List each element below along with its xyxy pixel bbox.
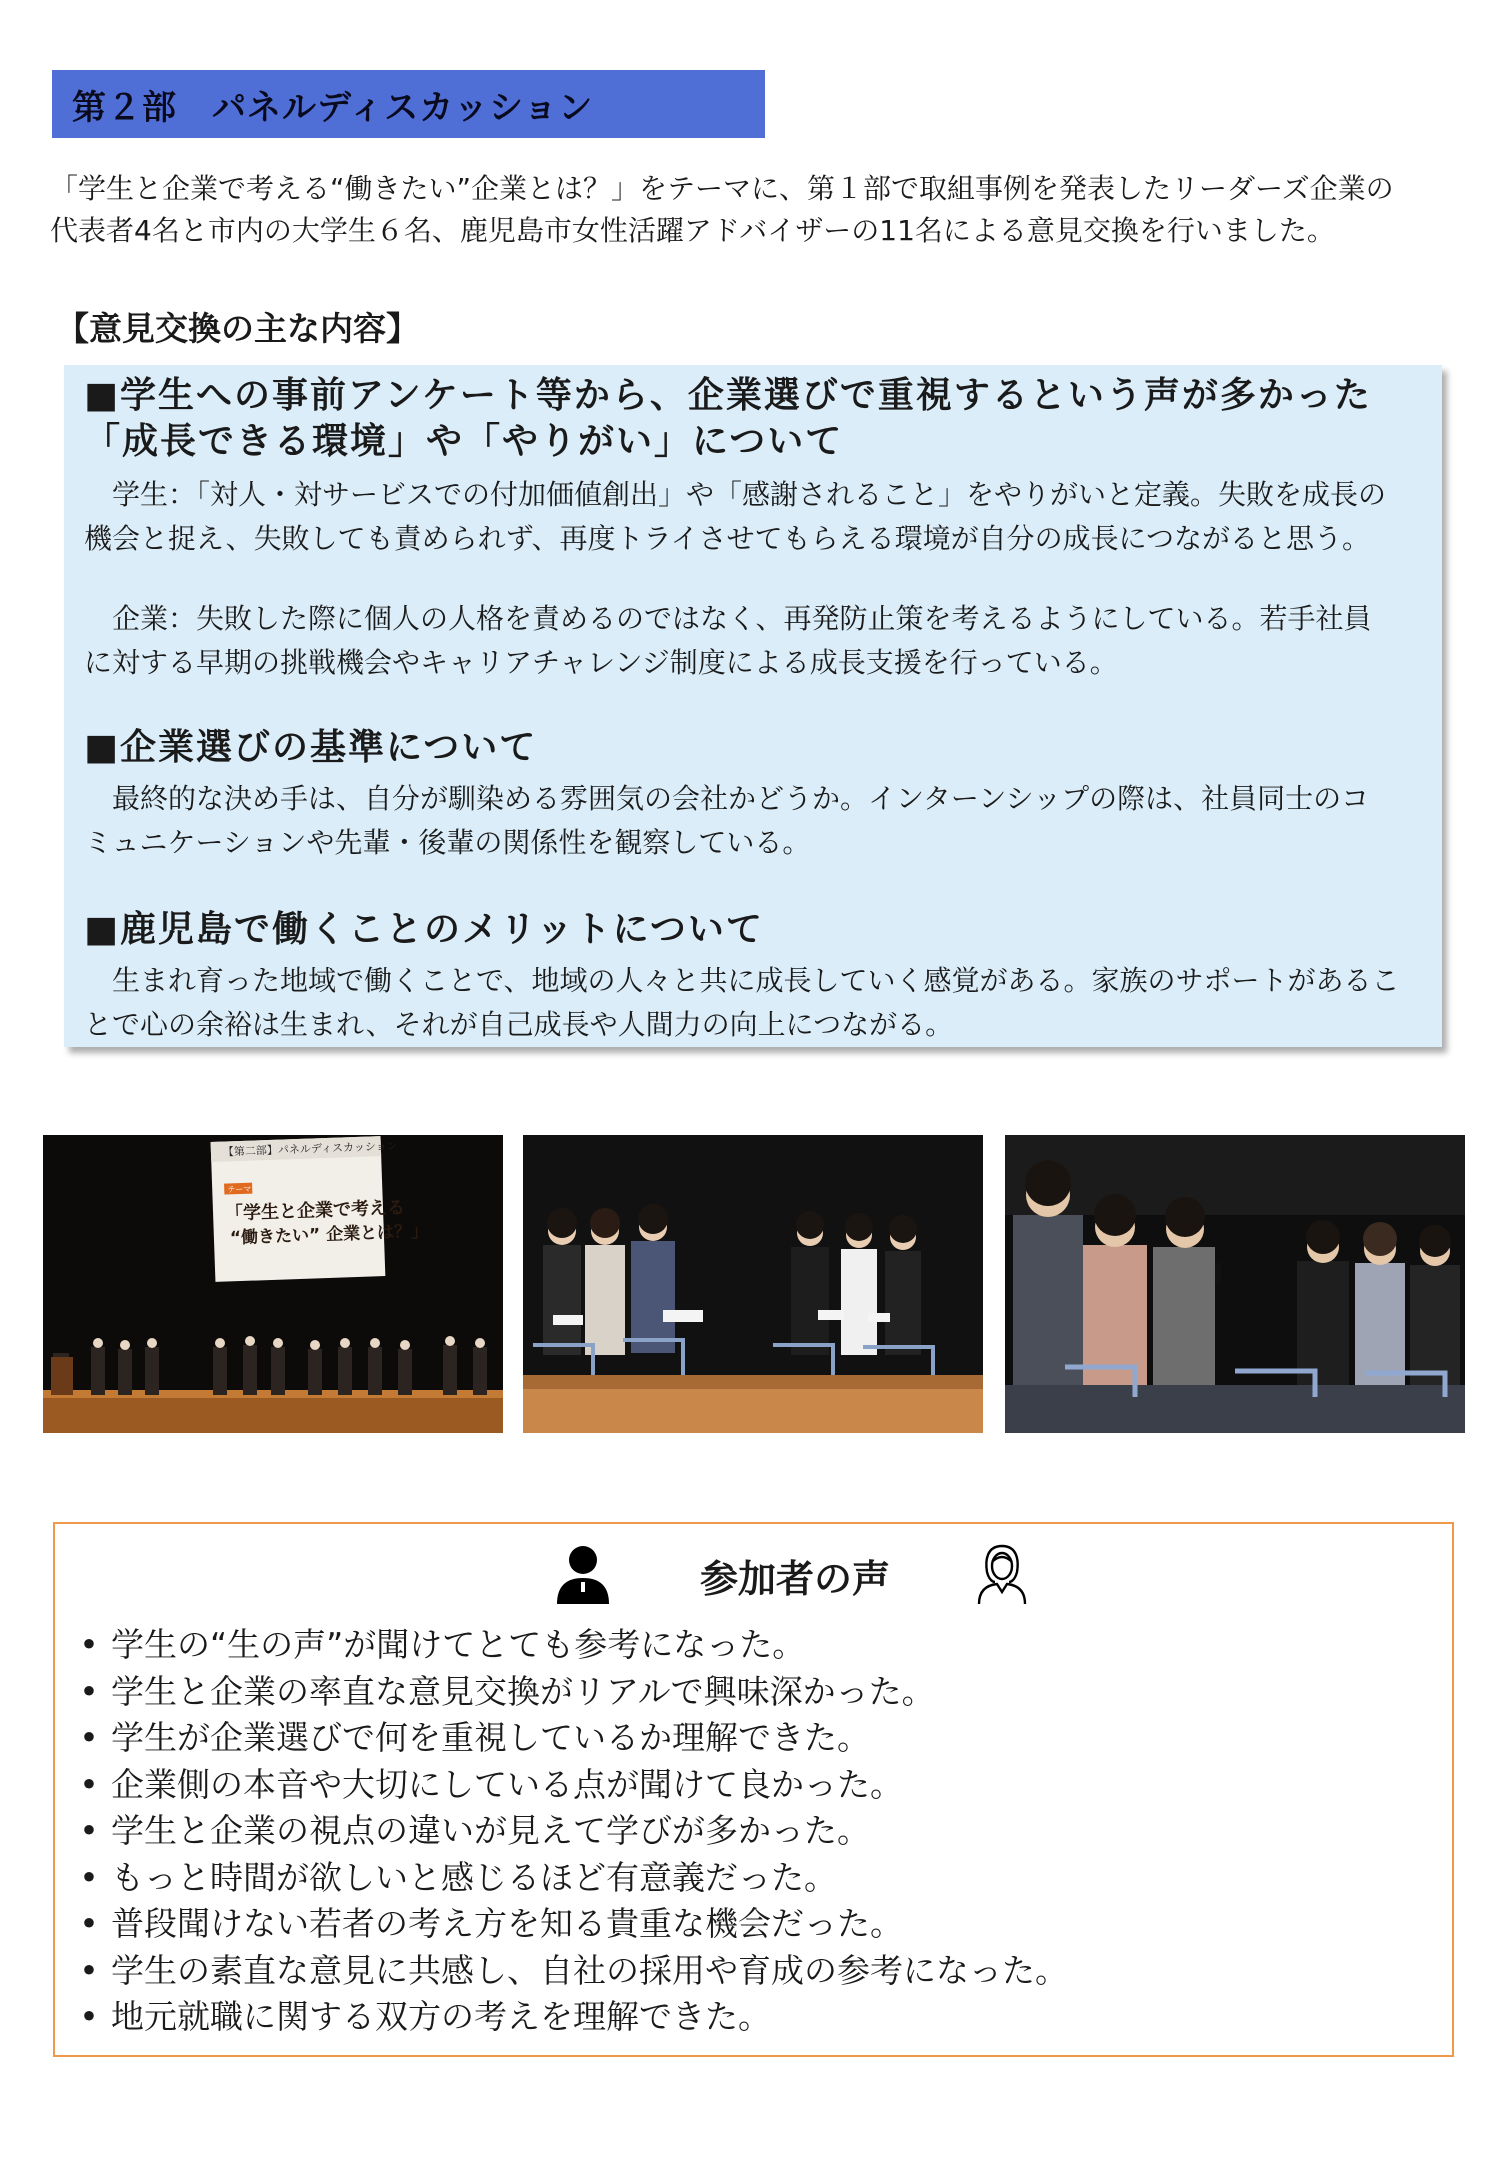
photo-panelists (523, 1135, 983, 1433)
photo-stage-wide (43, 1135, 503, 1433)
screen-text: テーマ (227, 1184, 252, 1195)
paragraph-line: 機会と捉え、失敗しても責められず、再度トライさせてもらえる環境が自分の成長につながると思う。 (84, 522, 1371, 555)
topic-title-line: 「成長できる環境」や「やりがい」について (84, 421, 844, 462)
topic-paragraph (84, 959, 1420, 1047)
topic-title-line: ■鹿児島で働くことのメリットについて (84, 909, 764, 950)
list-item: • 学生と企業の率直な意見交換がリアルで興味深かった。 (79, 1671, 935, 1711)
topic-title-line: ■学生への事前アンケート等から、企業選びで重視するという声が多かった (84, 375, 1372, 416)
intro-line: 代表者4名と市内の大学生６名、鹿児島市女性活躍アドバイザーの11名による意見交換を行いました。 (50, 214, 1335, 247)
list-item: • 学生と企業の視点の違いが見えて学びが多かった。 (79, 1811, 870, 1850)
screen-text: 【第二部】パネルディスカッション (222, 1139, 398, 1159)
topic-title (84, 907, 1420, 953)
voices-list (67, 1622, 1068, 2041)
photo-panelists-closeup (1005, 1135, 1465, 1433)
topic-paragraph (84, 777, 1420, 865)
woman-icon (975, 1542, 1029, 1606)
paragraph-line: 生まれ育った地域で働くことで、地域の人々と共に成長していく感覚がある。家族のサポートがあるこ (84, 964, 1400, 997)
paragraph-line: 企業：失敗した際に個人の人格を責めるのではなく、再発防止策を考えるようにしている。若手社員 (84, 602, 1372, 635)
topic-title (84, 373, 1420, 465)
screen-text: “働きたい” 企業とは？」 (229, 1221, 429, 1249)
list-item: • もっと時間が欲しいと感じるほど有意義だった。 (79, 1857, 837, 1897)
discussion-summary-box (64, 365, 1442, 1047)
man-icon (555, 1544, 611, 1604)
topic-paragraph-student (84, 473, 1420, 561)
voices-header (55, 1538, 1452, 1601)
topic-title (84, 725, 1420, 771)
paragraph-line: 最終的な決め手は、自分が馴染める雰囲気の会社かどうか。インターンシップの際は、社員同士のコ (84, 782, 1370, 815)
intro-paragraph (50, 168, 1455, 252)
list-item: • 企業側の本音や大切にしている点が聞けて良かった。 (79, 1764, 903, 1804)
voices-title: 参加者の声 (700, 1557, 891, 1601)
intro-line: 「学生と企業で考える“働きたい”企業とは？」をテーマに、第１部で取組事例を発表したリーダーズ企業の (50, 172, 1394, 205)
list-item: • 学生が企業選びで何を重視しているか理解できた。 (79, 1718, 870, 1757)
participant-voices-box (53, 1522, 1454, 2057)
list-item: • 地元就職に関する双方の考えを理解できた。 (79, 1997, 771, 2036)
paragraph-line: ミュニケーションや先輩・後輩の関係性を観察している。 (84, 826, 811, 859)
screen-text: 「学生と企業で考える (224, 1197, 406, 1225)
paragraph-line: とで心の余裕は生まれ、それが自己成長や人間力の向上につながる。 (84, 1008, 954, 1041)
list-item: • 学生の素直な意見に共感し、自社の採用や育成の参考になった。 (79, 1950, 1068, 1990)
list-item: • 学生の“生の声”が聞けてとても参考になった。 (79, 1625, 806, 1664)
list-item: • 普段聞けない若者の考え方を知る貴重な機会だった。 (79, 1904, 903, 1943)
topic-title-line: ■企業選びの基準について (84, 727, 538, 768)
paragraph-line: に対する早期の挑戦機会やキャリアチャレンジ制度による成長支援を行っている。 (84, 646, 1118, 679)
topic-paragraph-company (84, 597, 1420, 685)
summary-heading: 【意見交換の主な内容】 (56, 309, 419, 348)
section-title: 第２部 パネルディスカッション (72, 87, 594, 128)
paragraph-line: 学生：「対人・対サービスでの付加価値創出」や「感謝されること」をやりがいと定義。失敗を成長の (84, 478, 1387, 511)
section-header (52, 70, 765, 138)
